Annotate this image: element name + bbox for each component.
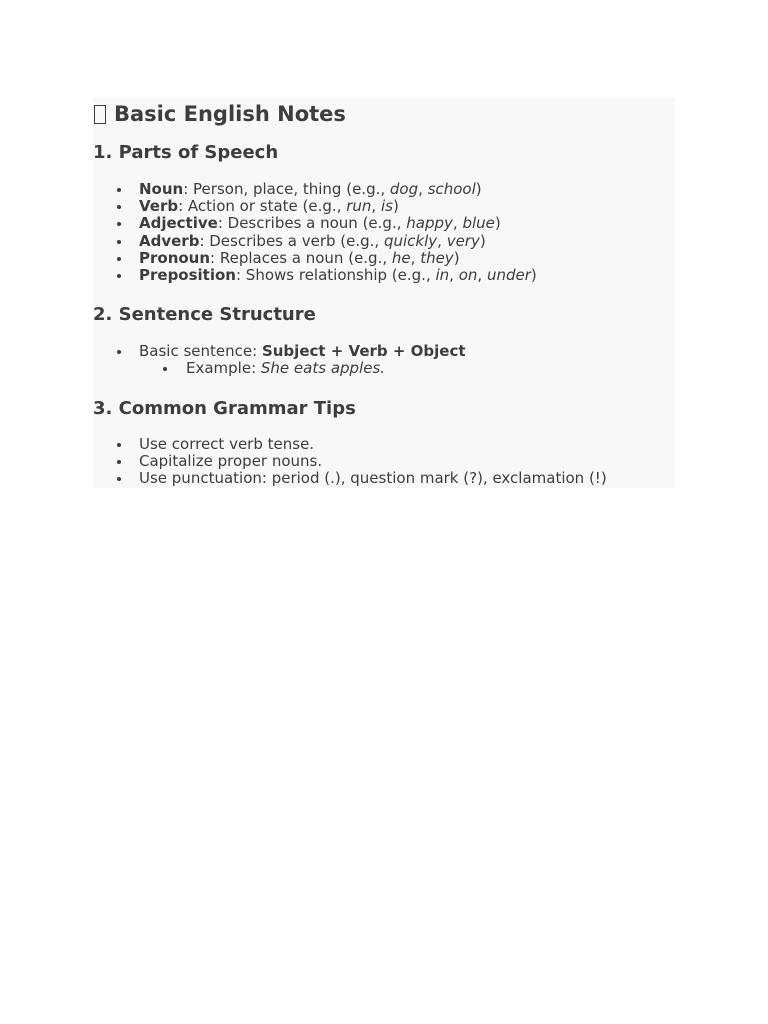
list-item-adverb: Adverb: Describes a verb (e.g., quickly, very) [93,233,693,250]
term: Pronoun [139,248,211,267]
grammar-tips-list [93,436,693,488]
list-item-adjective: Adjective: Describes a noun (e.g., happy, blue) [93,215,693,232]
term: Noun [139,180,184,198]
page-title-text: Basic English Notes [114,102,346,126]
list-item-tip: Use punctuation: period (.), question mark (?), exclamation (!) [93,470,693,487]
parts-of-speech-list [93,181,693,284]
sentence-structure-list [93,343,693,377]
example-sentence: She eats apples. [260,359,386,378]
page-title [93,101,346,127]
list-item-noun: Noun: Person, place, thing (e.g., dog, school) [93,181,693,198]
section-heading-sentence-structure: 2. Sentence Structure [93,304,316,325]
list-item-tip: Use correct verb tense. [93,436,693,453]
list-item-example: Example: She eats apples. [93,360,693,377]
section-heading-grammar-tips: 3. Common Grammar Tips [93,398,356,419]
term: Adjective [139,214,218,233]
section-heading-parts-of-speech: 1. Parts of Speech [93,142,279,163]
sentence-pattern: Subject + Verb + Object [261,342,466,360]
list-item-basic-sentence: Basic sentence: Subject + Verb + Object [93,343,693,360]
list-item-verb: Verb: Action or state (e.g., run, is) [93,198,693,215]
missing-glyph-icon [94,105,106,124]
list-item-pronoun: Pronoun: Replaces a noun (e.g., he, they) [93,250,693,267]
list-item-tip: Capitalize proper nouns. [93,453,693,470]
notes-panel [93,98,675,488]
term: Adverb [139,231,200,250]
list-item-preposition: Preposition: Shows relationship (e.g., in, on, under) [93,267,693,284]
term: Preposition [139,265,236,284]
term: Verb [139,197,179,216]
